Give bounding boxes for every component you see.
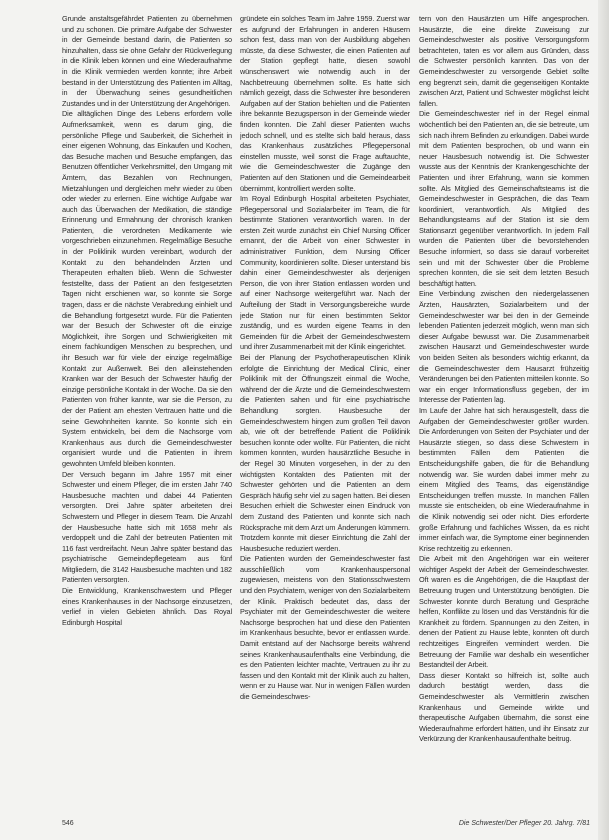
- page-spine-shadow: [598, 0, 609, 840]
- text-column-middle: [240, 14, 410, 816]
- paragraph: gründete ein solches Team im Jahre 1959. Zuerst war es aufgrund der Erfahrungen in anderen Häusern schon fest, dass man von der Ausbildung abgehen müsste, da diese Schwester, die einen Patienten auf der Station gepflegt hatte, diesen sowohl wünschenswert wie notwendig auch in der Nachbetreuung übernehmen sollte. Es hatte sich nämlich gezeigt, dass die Schwester ihre besonderen Aufgaben auf der Station behielten und die Patienten ihre bekannte Bezugsperson in der Gemeinde wieder finden konnten. Die Zahl dieser Patienten wuchs jedoch schnell, und es stellte sich bald heraus, dass das Krankenhaus zusätzliches Pflegepersonal einstellen musste, weil sonst die Frage auftauchte, wie die Gemeindeschwester die Zugänge den Patienten auf den Stationen und die Gemeindearbeit übernimmt, kontrolliert werden sollte.: [240, 14, 410, 193]
- paragraph: Im Royal Edinburgh Hospital arbeiteten Psychiater, Pflegepersonal und Sozialarbeiter im Team, die für bestimmte Stationen verantwortlich waren. In der ersten Zeit wurde zunächst ein Chief Nursing Officer ernannt, der die Arbeit von einer Schwester in administrativer Funktion, dem Nursing Officer Community, koordinieren sollte. Dieser unterstand bis dahin einer Gemeindeschwester als derjenigen Person, die von ihrer Station entlassen worden und auf einer Nachsorge weitergeführt war. Nach der Aufteilung der Stadt in Versorgungsbereiche wurde jede Station nur für einen bestimmten Sektor zuständig, und es wurden eigene Teams in den Gemeinden für die Arbeit der Gemeindeschwestern und ihrer Zusammenarbeit mit der Klinik eingerichtet.: [240, 194, 410, 352]
- paragraph: Die Arbeit mit den Angehörigen war ein weiterer wichtiger Aspekt der Arbeit der Gemeindeschwester. Oft waren es die Angehörigen, die die Hauptlast der Betreuung trugen und Unterstützung benötigten. Die Schwester konnte durch Beratung und Gespräche helfen, Konflikte zu lösen und das Verständnis für die Krankheit zu fördern. Spannungen zu den Zeiten, in denen der Patient zu Hause lebte, konnten oft durch rechtzeitiges Eingreifen vermindert werden. Die Betreuung der Familie war deshalb ein wesentlicher Bestandteil der Arbeit.: [419, 554, 589, 670]
- paragraph: tern von den Hausärzten um Hilfe angesprochen. Hausärzte, die eine direkte Zuweisung zur Gemeindeschwester als positive Versorgungsform betrachteten, taten es vor allem aus Gründen, dass die Schwester persönlich kannten. Das von der Gemeindeschwester zu versorgende Gebiet sollte eng begrenzt sein, damit die gegenseitigen Kontakte zwischen Arzt, Patient und Schwester möglichst leicht fallen.: [419, 14, 589, 108]
- text-column-left: [62, 14, 232, 816]
- paragraph: Die Gemeindeschwester rief in der Regel einmal wöchentlich bei den Patienten an, die sie betreute, um sich nach ihrem Befinden zu erkundigen. Dabei wurde mit dem Patienten besprochen, ob und wann ein neuer Hausbesuch notwendig ist. Die Schwester wusste aus der Kenntnis der Krankengeschichte der Patienten und ihrer Erfahrung, wann sie kommen sollte. Als Mitglied des Gemeinschaftsteams ist die Gemeindeschwester in Gesprächen, die das Team koordiniert, verantwortlich. Als Mitglied des Behandlungsteams auf der Station ist sie dem Stationsarzt gegenüber verantwortlich. In jedem Fall wurden die Patienten über die bevorstehenden Besuche informiert, so dass sie darauf vorbereitet sein und mit der Schwester über die Probleme sprechen konnten, die sie seit dem letzten Besuch beschäftigt hatten.: [419, 109, 589, 288]
- paragraph: Die alltäglichen Dinge des Lebens erfordern volle Aufmerksamkeit, wenn es darum ging, die persönliche Pflege und Sauberkeit, die Sicherheit in einer eigenen Wohnung, das Einkaufen und Kochen, das Besuche machen und Besuche empfangen, das Benutzen öffentlicher Verkehrsmittel, den Umgang mit Ämtern, das Bezahlen von Rechnungen, Mietzahlungen und dergleichen mehr wieder zu üben oder wieder zu erlernen. Eine wichtige Aufgabe war auch das Überwachen der Medikation, die ständige Erinnerung und Ermahnung der chronisch kranken Patienten, die verordneten Medikamente wie vorgeschrieben einzunehmen. Regelmäßige Besuche in der Poliklinik wurden vereinbart, wodurch der Kontakt zu den behandelnden Ärzten und Therapeuten erhalten blieb. Wenn die Schwester feststellte, dass der Patient an den festgesetzten Tagen nicht erschienen war, so konnte sie Sorge tragen, dass er die nächste Verabredung einhielt und die Behandlung fortgesetzt wurde. Für die Patienten war der Besuch der Schwester oft die einzige Möglichkeit, ihre Sorgen und Schwierigkeiten mit einem fachkundigen Menschen zu besprechen, und ihr Besuch war für viele der einzige regelmäßige Kontakt zur Außenwelt. Bei den alleinstehenden Kranken war der Besuch der Schwester häufig der einzige persönliche Kontakt in der Woche. Da sie den Patienten von früher kannte, war sie die Person, zu der der Patient am ehesten Vertrauen hatte und die seine Gewohnheiten kannte. So konnte sich ein System entwickeln, bei dem die Nachsorge vom Krankenhaus aus durch die Gemeindeschwester organisiert wurde und die Patienten in ihrem gewohnten Umfeld bleiben konnten.: [62, 109, 232, 468]
- running-title: Die Schwester/Der Pfleger 20. Jahrg. 7/81: [458, 820, 590, 827]
- paragraph: Im Laufe der Jahre hat sich herausgestellt, dass die Aufgaben der Gemeindeschwester größer wurden. Die Anforderungen von Seiten der Psychiater und der Hausärzte stiegen, so dass diese Schwestern in bestimmten Fällen dem Patienten die Entscheidungshilfe gaben, die für die Behandlung notwendig war. Sie wurden dabei immer mehr zu einem Mitglied des Teams, das eigenständige Entscheidungen treffen musste. In manchen Fällen musste sie entscheiden, ob eine Wiederaufnahme in die Klinik notwendig sei oder nicht. Dies erforderte große Erfahrung und fachliches Wissen, da es nicht immer einfach war, die Symptome einer beginnenden Krise rechtzeitig zu erkennen.: [419, 405, 589, 553]
- paragraph: Dass dieser Kontakt so hilfreich ist, sollte auch dadurch bestätigt werden, dass die Gemeindeschwester als Vermittlerin zwischen Krankenhaus und Gemeinde wirkte und therapeutische Aufgaben übernahm, die sonst eine Wiederaufnahme erfordert hätten, und ihr Einsatz zur Verkürzung der Krankenhausaufenthalte beitrug.: [419, 670, 589, 744]
- paragraph: Grunde anstaltsgefährdet Patienten zu übernehmen und zu schonen. Die primäre Aufgabe der Schwester in der Gemeinde bestand darin, die Patienten so hinzuhalten, dass sie ohne Gefahr der Rückverlegung in die Klinik leben können und eine Wiederaufnahme in die Klinik vermieden werden konnte; ihre Arbeit bestand in der Unterstützung des Patienten im Alltag, in der Überwachung seines gesundheitlichen Zustandes und in der Unterstützung der Angehörigen.: [62, 14, 232, 108]
- paragraph: Bei der Planung der Psychotherapeutischen Klinik erfolgte die Einrichtung der Medical Clinic, einer Poliklinik mit der Öffnungszeit einmal die Woche, während der die Ärzte und die Gemeindeschwestern die Patienten sahen und für eine psychiatrische Behandlung sorgten. Hausbesuche der Gemeindeschwestern hingen zum großen Teil davon ab, wie oft der betreffende Patient die Poliklinik besuchen konnte oder wollte. Für Patienten, die nicht kommen konnten, wurden hausärztliche Besuche in der Regel 30 Minuten vorgesehen, in der zu den wichtigsten Kontakten des Patienten mit der Schwester gehörten und die Patienten an dem Gespräch häufig sehr viel zu sagen hatten. Bei diesen Besuchen erhielt die Schwester einen Eindruck von dem Zustand des Patienten und konnte sich nach Rücksprache mit dem Arzt um Änderungen kümmern. Trotzdem konnte mit dieser Einrichtung die Zahl der Hausbesuche reduziert werden.: [240, 353, 410, 553]
- paragraph: Die Entwicklung, Krankenschwestern und Pfleger eines Krankenhauses in der Nachsorge einzusetzen, verlief in vielen Gebieten ähnlich. Das Royal Edinburgh Hospital: [62, 586, 232, 627]
- paragraph: Eine Verbindung zwischen den niedergelassenen Ärzten, Hausärzten, Sozialarbeitern und der Gemeindeschwester war bei den in der Gemeinde lebenden Patienten jederzeit möglich, wenn man sich dieser Aufgabe bewusst war. Die Zusammenarbeit zwischen Hausarzt und Gemeindeschwester wurde von beiden Seiten als besonders wichtig erkannt, da die Gemeindeschwester dem Hausarzt frühzeitig Veränderungen bei den Patienten mitteilen konnte. So war ein enger Informationsfluss gegeben, der im Interesse der Patienten lag.: [419, 289, 589, 405]
- text-column-right: [419, 14, 589, 816]
- paragraph: Der Versuch begann im Jahre 1957 mit einer Schwester und einem Pfleger, die im ersten Jahr 740 Hausbesuche machten und dabei 44 Patienten versorgten. Drei Jahre später arbeiteten drei Schwestern und Pfleger in diesem Team. Die Anzahl der Hausbesuche hatte sich mit 1658 mehr als verdoppelt und die Zahl der betreuten Patienten mit 116 fast verdreifacht. Neun Jahre später bestand das psychiatrische Gemeindepflegeteam aus fünf Mitgliedern, die 3142 Hausbesuche machten und 182 Patienten versorgten.: [62, 469, 232, 585]
- paragraph: Die Patienten wurden der Gemeindeschwester fast ausschließlich vom Krankenhauspersonal zugewiesen, meistens von den Stationsschwestern und den Psychiatern, weniger von den Sozialarbeitern der Klinik. Praktisch bedeutet das, dass der Psychiater mit der Gemeindeschwester die weitere Nachsorge besprochen hat und diese den Patienten im Krankenhaus besuchte, bevor er entlassen wurde. Damit entstand auf der Nachsorge bereits während seines Krankenhausaufenthalts eine Verbindung, die es den Patienten leichter machte, Vertrauen zu ihr zu fassen und den Kontakt mit der Klinik auch zu halten, wenn er zu Hause war. Nur in wenigen Fällen wurden die Gemeindeschwes-: [240, 554, 410, 701]
- page-number: 546: [62, 820, 74, 827]
- page-footer: [62, 818, 590, 830]
